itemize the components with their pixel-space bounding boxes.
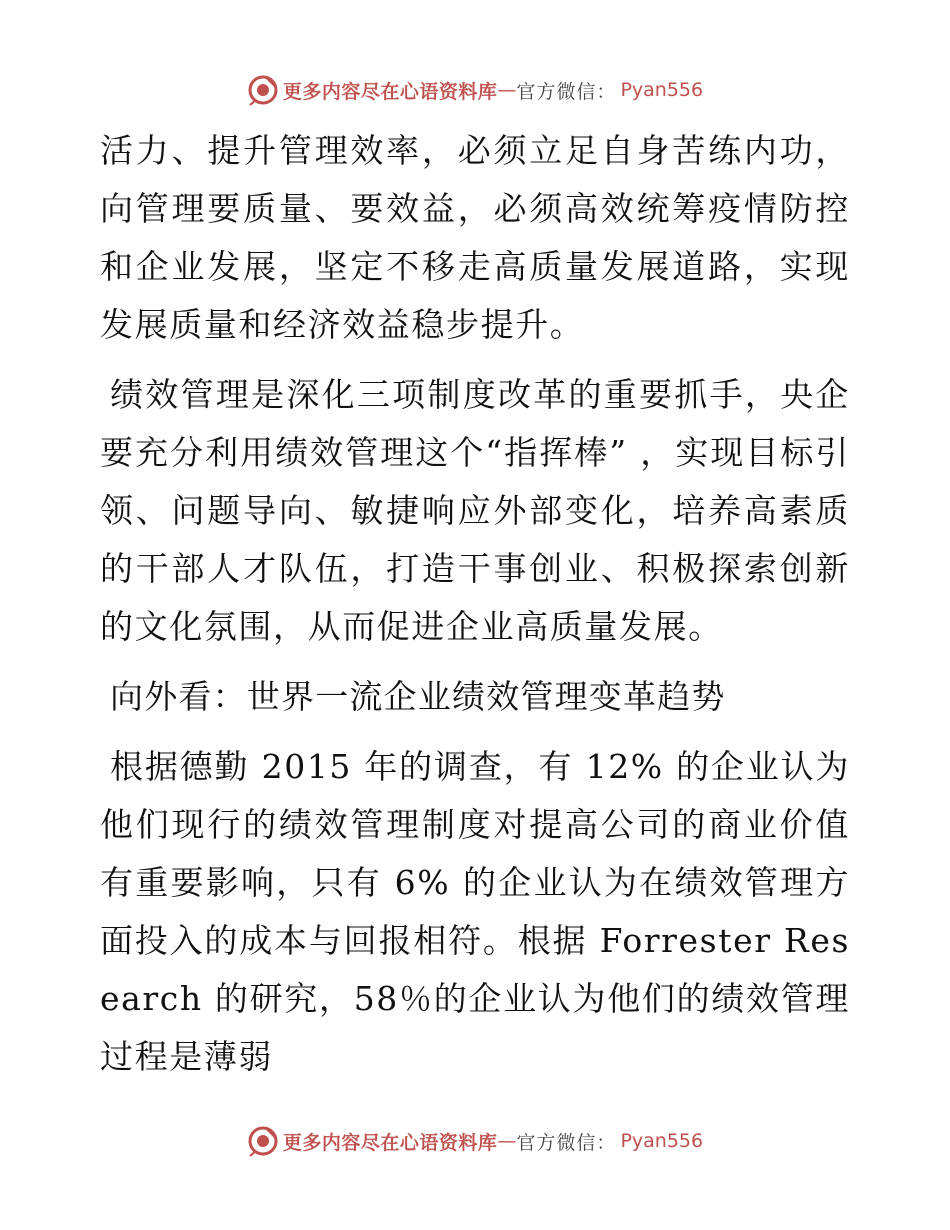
header-watermark-banner [0, 70, 950, 110]
paragraph-1: 活力、提升管理效率，必须立足自身苦练内功，向管理要质量、要效益，必须高效统筹疫情防控和企业发展，坚定不移走高质量发展道路，实现发展质量和经济效益稳步提升。 [100, 131, 850, 344]
banner-sub-text: 官方微信： [516, 1131, 617, 1154]
banner-wechat-id: Pyan556 [620, 1130, 704, 1152]
logo-icon [247, 1125, 279, 1157]
section-heading: 向外看：世界一流企业绩效管理变革趋势 [110, 677, 726, 716]
banner-wechat-id: Pyan556 [620, 79, 704, 101]
banner-dash: — [497, 1130, 517, 1152]
document-body [100, 122, 850, 1098]
footer-watermark-banner [0, 1121, 950, 1161]
banner-dash: — [497, 79, 517, 101]
paragraph-2: 绩效管理是深化三项制度改革的重要抓手，央企要充分利用绩效管理这个“指挥棒” ，实现目标引领、问题导向、敏捷响应外部变化，培养高素质的干部人才队伍，打造干事创业、积极探索创新的文化氛围，从而促进企业高质量发展。 [100, 375, 850, 646]
paragraph-3: 根据德勤 2015 年的调查，有 12% 的企业认为他们现行的绩效管理制度对提高公司的商业价值有重要影响，只有 6% 的企业认为在绩效管理方面投入的成本与回报相符。根据 Forrester Research 的研究，58％的企业认为他们的绩效管理过程是薄弱 [100, 747, 850, 1076]
logo-icon [247, 74, 279, 106]
banner-main-text: 更多内容尽在心语资料库 [282, 80, 498, 103]
banner-main-text: 更多内容尽在心语资料库 [282, 1131, 498, 1154]
banner-sub-text: 官方微信： [516, 80, 617, 103]
